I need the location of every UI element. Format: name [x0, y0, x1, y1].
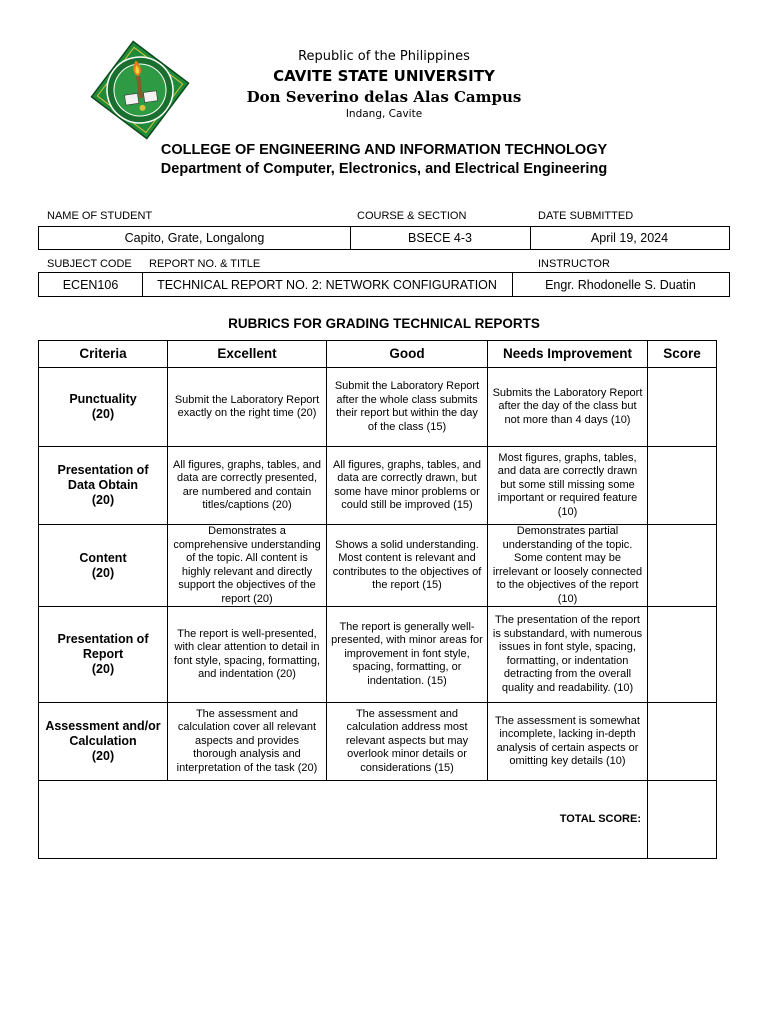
score-cell[interactable]	[648, 525, 717, 607]
needs-improvement-cell: Most figures, graphs, tables, and data are correctly drawn but some still missing some important or required feature (10)	[488, 447, 648, 525]
course-section-value: BSECE 4-3	[408, 231, 472, 245]
report-title-label: REPORT NO. & TITLE	[149, 258, 261, 270]
criteria-cell: Content (20)	[39, 525, 168, 607]
date-label: DATE SUBMITTED	[538, 210, 634, 222]
good-cell: The assessment and calculation address most relevant aspects but may overlook minor details or considerations (15)	[327, 703, 488, 781]
total-score-label: TOTAL SCORE:	[39, 781, 648, 859]
header-good: Good	[327, 341, 488, 368]
rubric-title: RUBRICS FOR GRADING TECHNICAL REPORTS	[228, 316, 540, 331]
excellent-cell: The assessment and calculation cover all relevant aspects and provides thorough analysis and interpretation of the task (20)	[168, 703, 327, 781]
college-name: COLLEGE OF ENGINEERING AND INFORMATION TECHNOLOGY	[160, 142, 608, 158]
university-name: CAVITE STATE UNIVERSITY	[273, 67, 495, 85]
table-row	[39, 447, 717, 525]
town-name: Indang, Cavite	[345, 108, 423, 120]
header-excellent: Excellent	[168, 341, 327, 368]
criteria-cell: Assessment and/or Calculation (20)	[39, 703, 168, 781]
table-row	[39, 607, 717, 703]
good-cell: The report is generally well-presented, with minor areas for improvement in font style, spacing, formatting, or indentation. (15)	[327, 607, 488, 703]
date-submitted-value: April 19, 2024	[590, 231, 669, 245]
total-score-row	[39, 781, 717, 859]
student-name-value: Capito, Grate, Longalong	[124, 231, 265, 245]
instructor-value: Engr. Rhodonelle S. Duatin	[545, 277, 696, 292]
report-info-box	[38, 272, 730, 297]
total-score-cell[interactable]	[648, 781, 717, 859]
good-cell: All figures, graphs, tables, and data are correctly drawn, but some have minor problems or could still be improved (15)	[327, 447, 488, 525]
header-criteria: Criteria	[39, 341, 168, 368]
report-title-value: TECHNICAL REPORT NO. 2: NETWORK CONFIGURATION	[157, 277, 497, 292]
header-score: Score	[648, 341, 717, 368]
excellent-cell: Submit the Laboratory Report exactly on the right time (20)	[168, 368, 327, 447]
table-row	[39, 703, 717, 781]
rubric-header-row	[39, 341, 717, 368]
department-name: Department of Computer, Electronics, and Electrical Engineering	[160, 161, 608, 177]
header-needs-improvement: Needs Improvement	[488, 341, 648, 368]
table-row	[39, 368, 717, 447]
criteria-cell: Presentation of Data Obtain (20)	[39, 447, 168, 525]
excellent-cell: Demonstrates a comprehensive understanding of the topic. All content is highly relevant and directly support the objectives of the report (20)	[168, 525, 327, 607]
score-cell[interactable]	[648, 703, 717, 781]
republic-text: Republic of the Philippines	[298, 49, 470, 64]
excellent-cell: The report is well-presented, with clear attention to detail in font style, spacing, formatting, and indentation (20)	[168, 607, 327, 703]
subject-code-label: SUBJECT CODE	[47, 258, 132, 270]
needs-improvement-cell: Submits the Laboratory Report after the day of the class but not more than 4 days (10)	[488, 368, 648, 447]
excellent-cell: All figures, graphs, tables, and data are correctly presented, are numbered and contain titles/captions (20)	[168, 447, 327, 525]
score-cell[interactable]	[648, 368, 717, 447]
needs-improvement-cell: The presentation of the report is substandard, with numerous issues in font style, spacing, formatting, or indentation detracting from the overall quality and readability. (10)	[488, 607, 648, 703]
good-cell: Submit the Laboratory Report after the whole class submits their report but within the day of the class (15)	[327, 368, 488, 447]
subject-code-value: ECEN106	[62, 277, 119, 292]
criteria-cell: Presentation of Report (20)	[39, 607, 168, 703]
rubric-table	[38, 340, 717, 859]
name-label: NAME OF STUDENT	[47, 210, 153, 222]
needs-improvement-cell: Demonstrates partial understanding of the topic. Some content may be irrelevant or loosely connected to the objectives of the report (10)	[488, 525, 648, 607]
course-label: COURSE & SECTION	[357, 210, 467, 222]
score-cell[interactable]	[648, 447, 717, 525]
criteria-cell: Punctuality (20)	[39, 368, 168, 447]
score-cell[interactable]	[648, 607, 717, 703]
campus-name: Don Severino delas Alas Campus	[246, 88, 522, 106]
student-info-box	[38, 226, 730, 250]
instructor-label: INSTRUCTOR	[538, 258, 610, 270]
table-row	[39, 525, 717, 607]
good-cell: Shows a solid understanding. Most content is relevant and contributes to the objectives of the report (15)	[327, 525, 488, 607]
needs-improvement-cell: The assessment is somewhat incomplete, lacking in-depth analysis of certain aspects or omitting key details (10)	[488, 703, 648, 781]
